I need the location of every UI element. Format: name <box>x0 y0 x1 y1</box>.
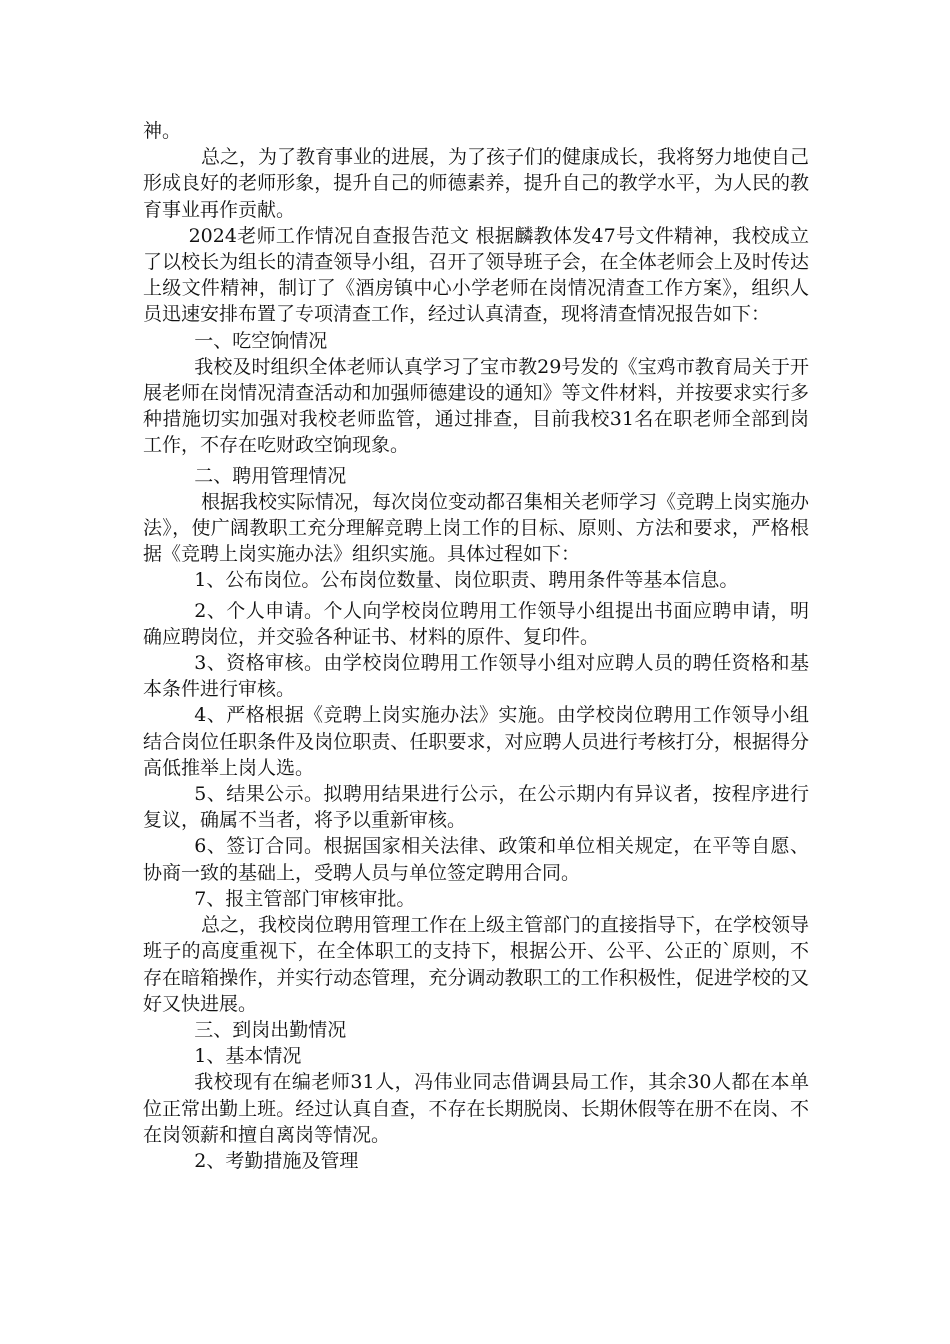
list-item-2: 2、个人申请。个人向学校岗位聘用工作领导小组提出书面应聘申请，明确应聘岗位，并交验各种证书、材料的原件、复印件。 <box>143 599 809 648</box>
subsection-heading-3-2: 2、考勤措施及管理 <box>194 1149 359 1172</box>
subsection-heading-3-1: 1、基本情况 <box>194 1045 302 1068</box>
list-item-1: 1、公布岗位。公布岗位数量、岗位职责、聘用条件等基本信息。 <box>194 569 739 592</box>
paragraph-section-3-1: 我校现有在编老师31人，冯伟业同志借调县局工作，其余30人都在本单位正常出勤上班。经过认真自查，不存在长期脱岗、长期休假等在册不在岗、不在岗领薪和擅自离岗等情况。 <box>143 1071 809 1146</box>
paragraph-report-intro: 2024老师工作情况自查报告范文 根据麟教体发47号文件精神，我校成立了以校长为组长的清查领导小组，召开了领导班子会，在全体老师会上及时传达上级文件精神，制订了《酒房镇中心小学老师在岗情况清查工作方案》，组织人员迅速安排布置了专项清查工作，经过认真清查，现将清查情况报告如下： <box>143 224 809 326</box>
paragraph-section-2: 根据我校实际情况，每次岗位变动都召集相关老师学习《竞聘上岗实施办法》，使广阔教职工充分理解竞聘上岗工作的目标、原则、方法和要求，严格根据《竞聘上岗实施办法》组织实施。具体过程如下： <box>143 490 809 566</box>
document-page <box>143 118 809 1174</box>
list-item-6: 6、签订合同。根据国家相关法律、政策和单位相关规定，在平等自愿、协商一致的基础上，受聘人员与单位签定聘用合同。 <box>143 835 809 884</box>
paragraph-conclusion-section-2: 总之，我校岗位聘用管理工作在上级主管部门的直接指导下，在学校领导班子的高度重视下，在全体职工的支持下，根据公开、公平、公正的`原则，不存在暗箱操作，并实行动态管理，充分调动教职工的工作积极性，促进学校的又好又快进展。 <box>143 914 809 1015</box>
list-item-5: 5、结果公示。拟聘用结果进行公示，在公示期内有异议者，按程序进行复议，确属不当者，将予以重新审核。 <box>143 783 809 832</box>
section-heading-2: 二、聘用管理情况 <box>194 464 347 487</box>
paragraph-continuation: 神。 <box>143 120 182 142</box>
list-item-3: 3、资格审核。由学校岗位聘用工作领导小组对应聘人员的聘任资格和基本条件进行审核。 <box>143 652 809 701</box>
list-item-4: 4、严格根据《竞聘上岗实施办法》实施。由学校岗位聘用工作领导小组结合岗位任职条件及岗位职责、任职要求，对应聘人员进行考核打分，根据得分高低推举上岗人选。 <box>143 704 809 779</box>
section-heading-1: 一、吃空饷情况 <box>194 329 328 352</box>
list-item-7: 7、报主管部门审核审批。 <box>194 887 416 910</box>
paragraph-conclusion-previous: 总之，为了教育事业的进展，为了孩子们的健康成长，我将努力地使自己形成良好的老师形象，提升自己的师德素养，提升自己的教学水平，为人民的教育事业再作贡献。 <box>143 146 809 221</box>
paragraph-section-1: 我校及时组织全体老师认真学习了宝市教29号发的《宝鸡市教育局关于开展老师在岗情况清查活动和加强师德建设的通知》等文件材料，并按要求实行多种措施切实加强对我校老师监管，通过排查，目前我校31名在职老师全部到岗工作，不存在吃财政空饷现象。 <box>143 355 809 457</box>
section-heading-3: 三、到岗出勤情况 <box>194 1018 347 1041</box>
